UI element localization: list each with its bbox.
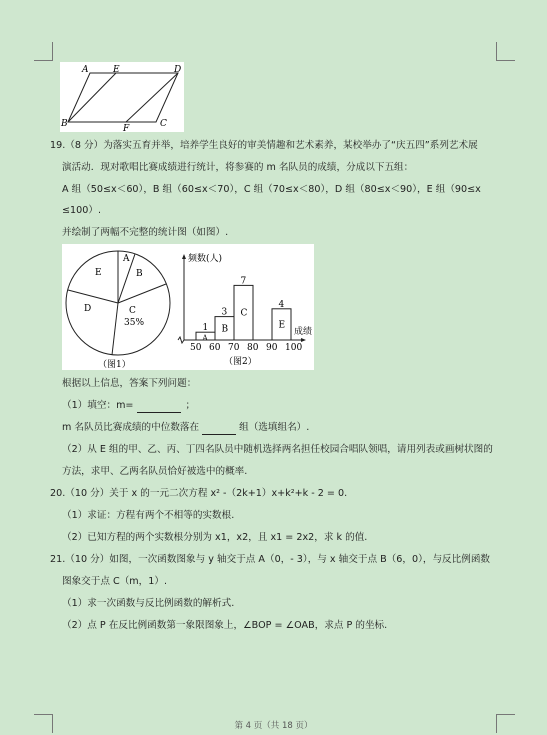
- q19-line6: 根据以上信息，答案下列问题：: [62, 378, 197, 389]
- crop-mark-top-left: [34, 42, 53, 61]
- pie-label-a: A: [123, 254, 130, 264]
- x-tick-label: 50: [190, 343, 202, 353]
- label-F: F: [123, 124, 130, 132]
- label-C: C: [160, 119, 167, 129]
- x-tick-label: 70: [228, 343, 240, 353]
- crop-mark-top-right: [496, 42, 515, 61]
- bar-value-label: 4: [278, 299, 285, 310]
- label-A: A: [82, 65, 89, 75]
- answer-blank-m[interactable]: [137, 402, 181, 413]
- bar-value-label: 7: [240, 276, 247, 287]
- pie-label-d: D: [84, 304, 92, 314]
- pie-label-c: C: [129, 306, 136, 316]
- parallelogram-figure: [60, 62, 184, 132]
- pie-chart: [66, 251, 170, 370]
- pie-label-b: B: [136, 269, 143, 279]
- q19-line1: 19.（8 分）为落实五育并举，培养学生良好的审美情趣和艺术素养，某校举办了“庆五四”系列艺术展: [50, 140, 478, 151]
- q19-sub1a: （1）填空：m= ；: [62, 400, 196, 411]
- page-footer: 第 4 页（共 18 页）: [234, 721, 313, 731]
- q19-sub2-line1: （2）从 E 组的甲、乙、丙、丁四名队员中随机选择两名担任校园合唱队领唱，请用列表或画树状图的: [62, 444, 493, 455]
- stats-charts: [62, 244, 314, 370]
- label-B: B: [61, 119, 68, 129]
- q20-line1: 20.（10 分）关于 x 的一元二次方程 x² -（2k+1）x+k²+k - 2 = 0.: [50, 488, 348, 499]
- q20-line2: （1）求证：方程有两个不相等的实数根.: [62, 510, 235, 521]
- answer-blank-group[interactable]: [202, 424, 236, 435]
- q19-sub1b: m 名队员比赛成绩的中位数落在 组（选填组名）.: [62, 422, 310, 433]
- q19-line5: 并绘制了两幅不完整的统计图（如图）.: [62, 227, 229, 238]
- bar-value-label: 3: [221, 307, 228, 318]
- q19-line4: ≤100）.: [62, 205, 101, 216]
- bar-ylabel: 频数(人): [188, 254, 223, 264]
- q19-line2: 演活动．现对歌唱比赛成绩进行统计，将参赛的 m 名队员的成绩，分成以下五组：: [62, 162, 414, 173]
- pie-label-e: E: [95, 268, 102, 278]
- bar-category-label: E: [278, 320, 286, 331]
- x-tick-label: 90: [266, 343, 278, 353]
- bar-chart: [178, 252, 312, 367]
- q19-sub2-line2: 方法，求甲、乙两名队员恰好被选中的概率.: [62, 466, 248, 477]
- bar-xlabel: 成绩: [294, 327, 313, 337]
- q19-line3: A 组（50≤x＜60），B 组（60≤x＜70），C 组（70≤x＜80），D 组（80≤x＜90），E 组（90≤x: [62, 184, 481, 195]
- bar-caption: （图2）: [224, 357, 257, 367]
- pie-caption: （图1）: [98, 360, 131, 370]
- q21-line1: 21.（10 分）如图，一次函数图象与 y 轴交于点 A（0，- 3），与 x 轴交于点 B（6，0），与反比例函数: [50, 554, 491, 565]
- bar-category-label: A: [202, 334, 208, 343]
- pie-label-c-percent: 35%: [124, 318, 145, 328]
- bar-category-label: B: [221, 324, 229, 335]
- q21-line4: （2）点 P 在反比例函数第一象限图象上，∠BOP = ∠OAB，求点 P 的坐标.: [62, 620, 388, 631]
- label-D: D: [174, 65, 182, 75]
- x-tick-label: 80: [247, 343, 259, 353]
- x-tick-label: 100: [285, 343, 303, 353]
- label-E: E: [113, 65, 120, 75]
- q20-line3: （2）已知方程的两个实数根分别为 x1，x2，且 x1 = 2x2，求 k 的值.: [62, 532, 368, 543]
- bar-value-label: 1: [202, 323, 209, 334]
- q21-line3: （1）求一次函数与反比例函数的解析式.: [62, 598, 235, 609]
- x-tick-label: 60: [209, 343, 221, 353]
- bar-category-label: C: [240, 308, 248, 319]
- q21-line2: 图象交于点 C（m，1）.: [62, 576, 167, 587]
